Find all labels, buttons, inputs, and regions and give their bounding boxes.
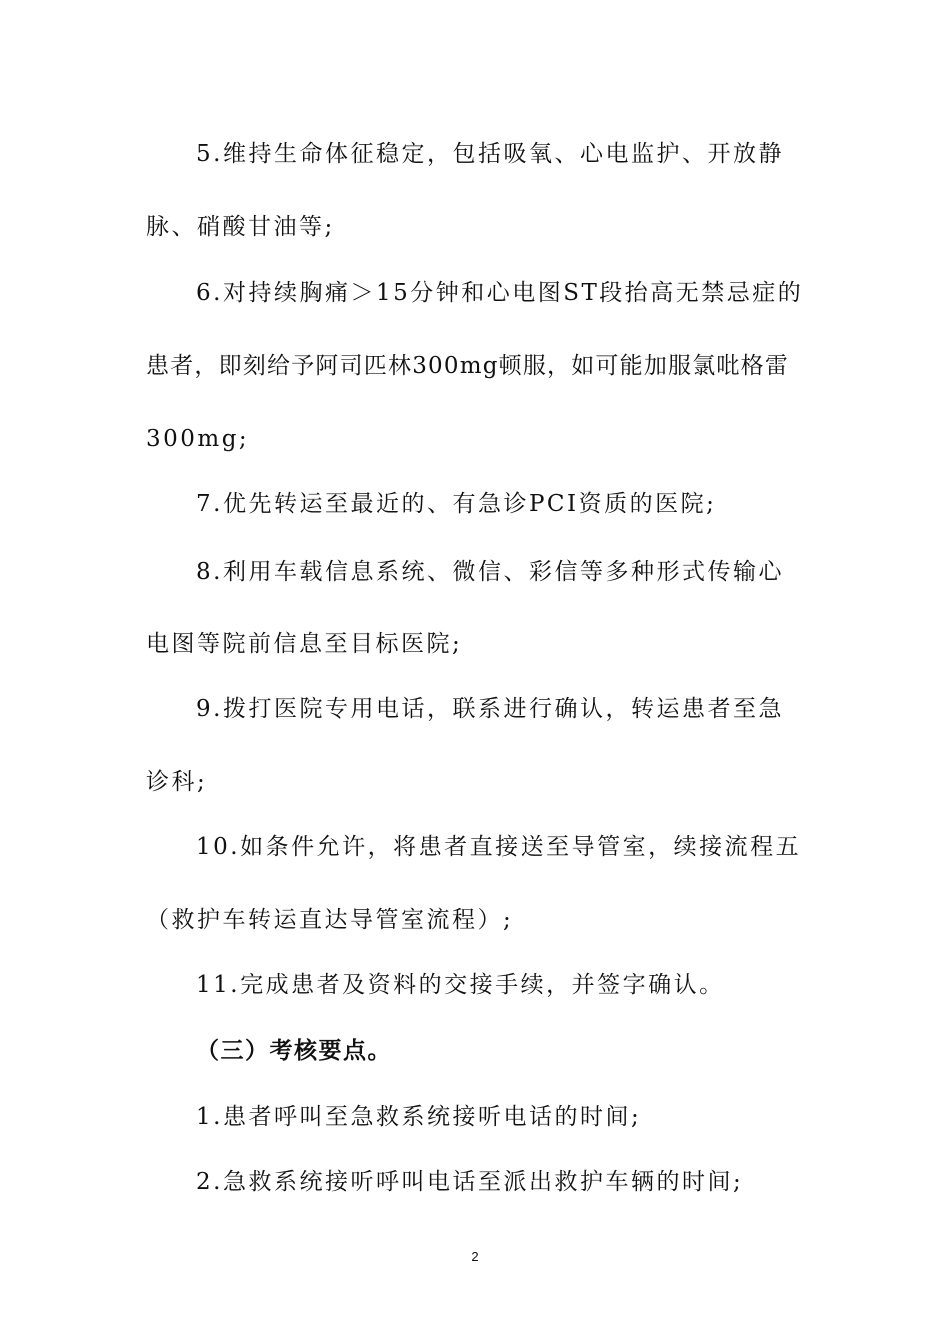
paragraph-5-line-2: 脉、硝酸甘油等; <box>146 214 335 240</box>
assessment-item-2: 2.急救系统接听呼叫电话至派出救护车辆的时间; <box>196 1169 744 1195</box>
paragraph-8-line-2: 电图等院前信息至目标医院; <box>146 631 463 657</box>
page-number: 2 <box>471 1249 479 1264</box>
paragraph-11: 11.完成患者及资料的交接手续，并签字确认。 <box>196 972 725 998</box>
paragraph-6-line-1: 6.对持续胸痛＞15分钟和心电图ST段抬高无禁忌症的 <box>196 280 804 306</box>
paragraph-10-line-1: 10.如条件允许，将患者直接送至导管室，续接流程五 <box>196 834 802 860</box>
paragraph-9-line-1: 9.拨打医院专用电话，联系进行确认，转运患者至急 <box>196 696 784 722</box>
section-heading-assessment-points: （三）考核要点。 <box>196 1038 392 1064</box>
paragraph-6-line-2: 患者，即刻给予阿司匹林300mg顿服，如可能加服氯吡格雷 <box>146 353 790 379</box>
assessment-item-1: 1.患者呼叫至急救系统接听电话的时间; <box>196 1104 642 1130</box>
paragraph-8-line-1: 8.利用车载信息系统、微信、彩信等多种形式传输心 <box>196 559 784 585</box>
paragraph-6-line-3: 300mg; <box>146 426 250 452</box>
paragraph-7: 7.优先转运至最近的、有急诊PCI资质的医院; <box>196 491 717 517</box>
paragraph-10-line-2: （救护车转运直达导管室流程）; <box>146 907 514 933</box>
paragraph-5-line-1: 5.维持生命体征稳定，包括吸氧、心电监护、开放静 <box>196 141 784 167</box>
paragraph-9-line-2: 诊科; <box>146 769 208 795</box>
